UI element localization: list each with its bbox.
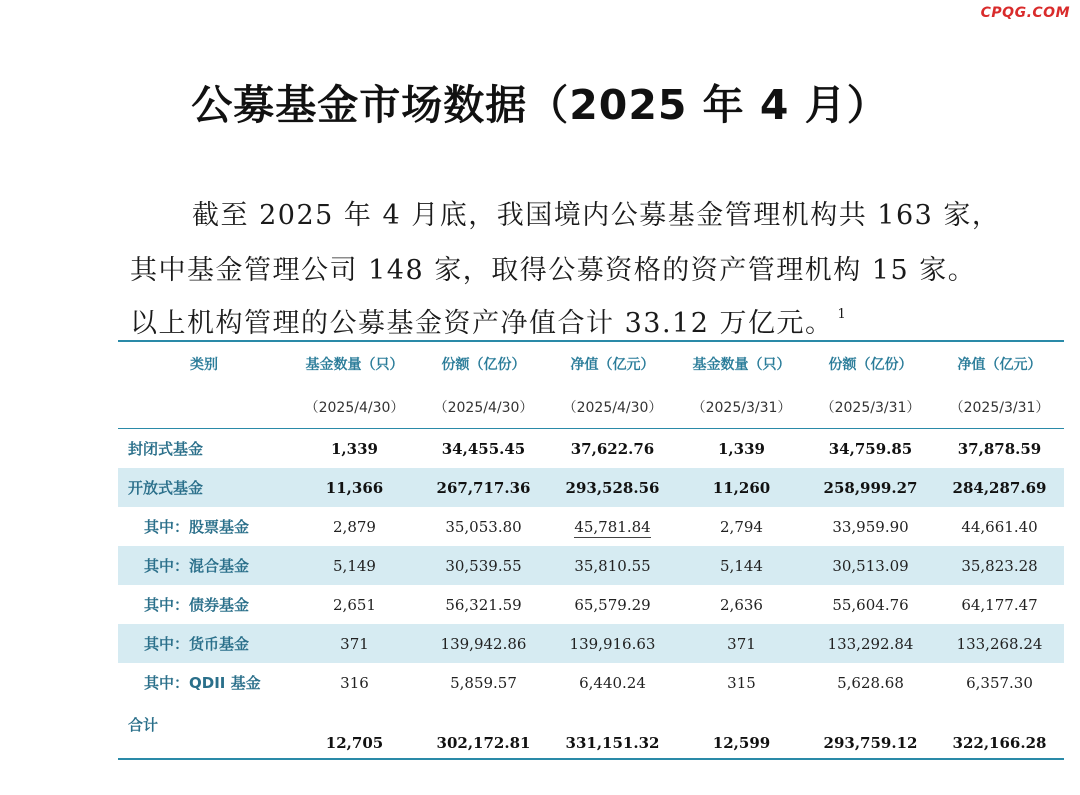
watermark: CPQG.COM (980, 5, 1070, 21)
table-cell: 37,878.59 (957, 439, 1042, 458)
table-cell-underlined: 45,781.84 (574, 517, 651, 536)
paragraph-line-3-text: 以上机构管理的公募基金资产净值合计 33.12 万亿元。 (130, 308, 834, 339)
table-cell: 284,287.69 (935, 468, 1064, 507)
table-cell: 293,528.56 (548, 468, 677, 507)
table-cell: 6,357.30 (966, 673, 1033, 692)
table-row-hybrid (118, 546, 1064, 585)
table-cell: 258,999.27 (806, 468, 935, 507)
table-cell: 322,166.28 (952, 734, 1047, 752)
table-cell: 65,579.29 (574, 595, 651, 614)
table-row-qdii (118, 663, 1064, 702)
category-header: 类别 (190, 357, 218, 373)
table-cell: 315 (727, 673, 756, 692)
row-label: 其中：货币基金 (118, 624, 290, 663)
row-label: 其中：QDII 基金 (144, 674, 261, 692)
table-cell: 33,959.90 (832, 517, 909, 536)
col-header-nav-apr: 净值（亿元） (570, 357, 655, 373)
col-header-shares-mar: 份额（亿份） (828, 357, 913, 373)
table-cell (548, 507, 677, 546)
table-cell: 64,177.47 (961, 595, 1038, 614)
table-cell: 133,292.84 (806, 624, 935, 663)
table-cell: 5,859.57 (450, 673, 517, 692)
table-cell: 1,339 (718, 439, 765, 458)
table-cell: 133,268.24 (935, 624, 1064, 663)
table-row-equity (118, 507, 1064, 546)
table-cell: 6,440.24 (579, 673, 646, 692)
table-cell: 34,759.85 (828, 439, 913, 458)
table-cell: 12,599 (712, 734, 771, 752)
table-cell: 5,149 (290, 546, 419, 585)
table-cell: 12,705 (325, 734, 384, 752)
table-cell: 30,539.55 (419, 546, 548, 585)
table-cell: 37,622.76 (570, 439, 655, 458)
col-header-shares-apr: 份额（亿份） (441, 357, 526, 373)
col-date-shares-apr: （2025/4/30） (433, 400, 534, 416)
page-title: 公募基金市场数据（2025 年 4 月） (191, 81, 889, 129)
table-cell: 5,144 (677, 546, 806, 585)
table-cell: 35,823.28 (935, 546, 1064, 585)
table-cell: 55,604.76 (832, 595, 909, 614)
row-label: 合计 (128, 715, 159, 734)
footnote-marker: 1 (837, 307, 848, 322)
col-date-shares-mar: （2025/3/31） (820, 400, 921, 416)
row-label: 封闭式基金 (128, 440, 204, 458)
table-cell: 302,172.81 (436, 734, 531, 752)
col-header-count-mar: 基金数量（只） (692, 357, 791, 373)
paragraph-line-1: 截至 2025 年 4 月底，我国境内公募基金管理机构共 163 家， (192, 200, 1001, 231)
table-cell: 35,810.55 (548, 546, 677, 585)
table-row-open-end (118, 468, 1064, 507)
table-cell: 371 (677, 624, 806, 663)
table-cell: 1,339 (331, 439, 378, 458)
col-header-nav-mar: 净值（亿元） (957, 357, 1042, 373)
table-cell: 2,636 (720, 595, 763, 614)
paragraph-line-3 (130, 301, 1010, 340)
table-cell: 5,628.68 (837, 673, 904, 692)
col-date-count-mar: （2025/3/31） (691, 400, 792, 416)
col-date-nav-apr: （2025/4/30） (562, 400, 663, 416)
table-cell: 2,879 (333, 517, 376, 536)
table-cell: 44,661.40 (961, 517, 1038, 536)
table-row-closed-end (118, 429, 1064, 469)
table-row-total (118, 702, 1064, 758)
fund-data-table (118, 340, 1064, 760)
table-cell: 2,651 (333, 595, 376, 614)
table-cell: 371 (290, 624, 419, 663)
table-cell: 35,053.80 (445, 517, 522, 536)
col-date-count-apr: （2025/4/30） (304, 400, 405, 416)
table-cell: 331,151.32 (565, 734, 660, 752)
table-row-money-market (118, 624, 1064, 663)
table-cell: 316 (340, 673, 369, 692)
table-cell: 139,942.86 (419, 624, 548, 663)
row-label: 开放式基金 (118, 468, 290, 507)
table-row-bond (118, 585, 1064, 624)
row-label: 其中：债券基金 (144, 596, 250, 614)
table-cell: 293,759.12 (823, 734, 918, 752)
table-cell: 56,321.59 (445, 595, 522, 614)
table-cell: 11,260 (677, 468, 806, 507)
table-cell: 30,513.09 (806, 546, 935, 585)
col-header-count-apr: 基金数量（只） (305, 357, 404, 373)
row-label: 其中：股票基金 (144, 518, 250, 536)
paragraph-line-2: 其中基金管理公司 148 家，取得公募资格的资产管理机构 15 家。 (130, 255, 977, 286)
row-label: 其中：混合基金 (118, 546, 290, 585)
table-cell: 267,717.36 (419, 468, 548, 507)
table-cell: 34,455.45 (441, 439, 526, 458)
category-header-spacer (118, 386, 290, 429)
table-cell: 2,794 (720, 517, 763, 536)
col-date-nav-mar: （2025/3/31） (949, 400, 1050, 416)
table-cell: 11,366 (290, 468, 419, 507)
table-cell: 139,916.63 (548, 624, 677, 663)
